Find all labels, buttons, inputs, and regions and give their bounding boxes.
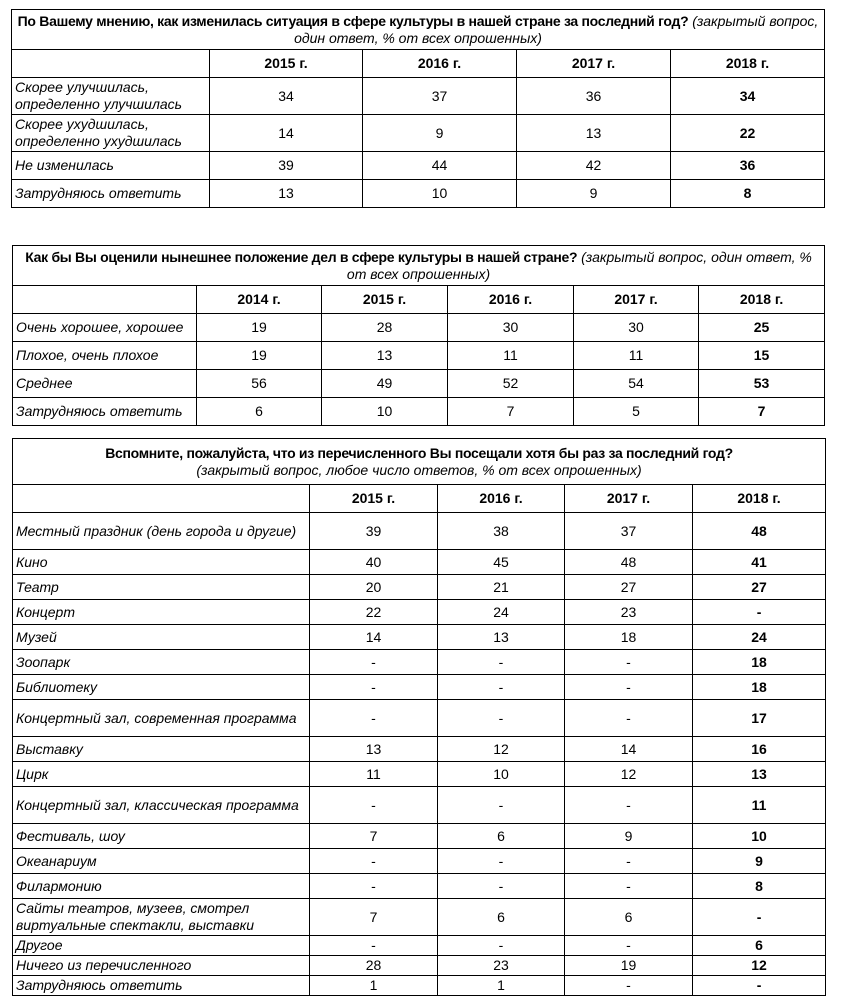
- year-header: 2017 г.: [574, 286, 699, 314]
- cell-value: 42: [517, 152, 671, 180]
- header-row: [13, 286, 825, 314]
- culture-state-table: [12, 245, 825, 426]
- cell-value: 7: [310, 899, 438, 936]
- cell-value: -: [310, 787, 438, 824]
- cell-value: 20: [310, 575, 438, 600]
- cell-value: 56: [197, 370, 322, 398]
- row-label: Театр: [13, 575, 310, 600]
- cell-value: 5: [574, 398, 699, 426]
- table-row: [13, 976, 826, 996]
- cell-value: 1: [438, 976, 565, 996]
- cell-value: 18: [693, 675, 826, 700]
- table-row: [13, 370, 825, 398]
- cell-value: -: [438, 700, 565, 737]
- cell-value: 28: [310, 956, 438, 976]
- cell-value: -: [693, 899, 826, 936]
- table-row: [13, 342, 825, 370]
- cell-value: 10: [322, 398, 448, 426]
- table-row: [13, 600, 826, 625]
- cell-value: 12: [693, 956, 826, 976]
- cell-value: -: [438, 675, 565, 700]
- cell-value: 19: [197, 342, 322, 370]
- table-row: [13, 550, 826, 575]
- cell-value: -: [565, 936, 693, 956]
- cell-value: 10: [363, 180, 517, 208]
- year-header: 2016 г.: [448, 286, 574, 314]
- cell-value: 9: [693, 849, 826, 874]
- cell-value: 8: [671, 180, 825, 208]
- header-empty-cell: [13, 485, 310, 513]
- cell-value: 13: [517, 115, 671, 152]
- cell-value: 6: [565, 899, 693, 936]
- cell-value: 10: [438, 762, 565, 787]
- cell-value: -: [438, 874, 565, 899]
- cell-value: 28: [322, 314, 448, 342]
- table-row: [13, 936, 826, 956]
- cell-value: 11: [448, 342, 574, 370]
- cell-value: 19: [197, 314, 322, 342]
- row-label: Музей: [13, 625, 310, 650]
- table-row: [13, 762, 826, 787]
- row-label: Концертный зал, классическая программа: [13, 787, 310, 824]
- table-title: [13, 439, 826, 485]
- cell-value: 9: [565, 824, 693, 849]
- cell-value: 38: [438, 513, 565, 550]
- year-header: 2017 г.: [565, 485, 693, 513]
- cell-value: 41: [693, 550, 826, 575]
- cell-value: -: [693, 976, 826, 996]
- row-label: Фестиваль, шоу: [13, 824, 310, 849]
- table-row: [13, 650, 826, 675]
- table-row: [13, 700, 826, 737]
- year-header: 2017 г.: [517, 50, 671, 78]
- cell-value: 13: [438, 625, 565, 650]
- cell-value: 54: [574, 370, 699, 398]
- cell-value: 12: [438, 737, 565, 762]
- table-body: [13, 513, 826, 996]
- cell-value: 13: [210, 180, 363, 208]
- cell-value: 27: [565, 575, 693, 600]
- cell-value: 45: [438, 550, 565, 575]
- row-label: Плохое, очень плохое: [13, 342, 197, 370]
- cell-value: -: [565, 849, 693, 874]
- cell-value: 8: [693, 874, 826, 899]
- table-row: [13, 513, 826, 550]
- table-title: [13, 246, 825, 286]
- row-label: Концерт: [13, 600, 310, 625]
- cell-value: 18: [565, 625, 693, 650]
- cell-value: 39: [210, 152, 363, 180]
- cell-value: 44: [363, 152, 517, 180]
- cell-value: 6: [438, 824, 565, 849]
- row-label: Океанариум: [13, 849, 310, 874]
- row-label: Очень хорошее, хорошее: [13, 314, 197, 342]
- cell-value: -: [565, 976, 693, 996]
- table-row: [13, 675, 826, 700]
- table-title: [12, 10, 825, 50]
- cell-value: 9: [517, 180, 671, 208]
- cell-value: -: [438, 787, 565, 824]
- row-label: Филармонию: [13, 874, 310, 899]
- cell-value: -: [438, 849, 565, 874]
- cell-value: 23: [438, 956, 565, 976]
- cell-value: 14: [310, 625, 438, 650]
- row-label: Другое: [13, 936, 310, 956]
- cell-value: 7: [448, 398, 574, 426]
- question-text: Как бы Вы оценили нынешнее положение дел в сфере культуры в нашей стране?: [25, 248, 578, 265]
- cell-value: 24: [693, 625, 826, 650]
- question-text: Вспомните, пожалуйста, что из перечисленного Вы посещали хотя бы раз за последний год?: [105, 444, 733, 461]
- table-row: [13, 575, 826, 600]
- cell-value: -: [565, 675, 693, 700]
- cell-value: -: [310, 675, 438, 700]
- question-text: По Вашему мнению, как изменилась ситуация в сфере культуры в нашей стране за последний год?: [17, 12, 689, 29]
- cell-value: 11: [574, 342, 699, 370]
- cell-value: 25: [699, 314, 825, 342]
- row-label: Местный праздник (день города и другие): [13, 513, 310, 550]
- cell-value: 15: [699, 342, 825, 370]
- row-label: Ничего из перечисленного: [13, 956, 310, 976]
- cell-value: 21: [438, 575, 565, 600]
- table-row: [13, 874, 826, 899]
- cell-value: 36: [517, 78, 671, 115]
- row-label: Скорее улучшилась, определенно улучшилась: [12, 78, 210, 115]
- year-header: 2015 г.: [310, 485, 438, 513]
- question-note: (закрытый вопрос, один ответ, % от всех опрошенных): [294, 12, 819, 46]
- year-header: 2018 г.: [693, 485, 826, 513]
- header-empty-cell: [12, 50, 210, 78]
- cell-value: 34: [671, 78, 825, 115]
- cell-value: 30: [574, 314, 699, 342]
- cell-value: -: [565, 874, 693, 899]
- cell-value: 19: [565, 956, 693, 976]
- cell-value: 1: [310, 976, 438, 996]
- question-note: (закрытый вопрос, любое число ответов, % от всех опрошенных): [196, 461, 642, 478]
- row-label: Выставку: [13, 737, 310, 762]
- cell-value: 13: [693, 762, 826, 787]
- cell-value: 6: [197, 398, 322, 426]
- cell-value: 53: [699, 370, 825, 398]
- year-header: 2015 г.: [322, 286, 448, 314]
- cell-value: 14: [210, 115, 363, 152]
- cell-value: 36: [671, 152, 825, 180]
- cell-value: 11: [310, 762, 438, 787]
- row-label: Не изменилась: [12, 152, 210, 180]
- table-row: [12, 115, 825, 152]
- table-row: [13, 787, 826, 824]
- cell-value: -: [310, 936, 438, 956]
- cell-value: 12: [565, 762, 693, 787]
- cell-value: 6: [438, 899, 565, 936]
- cell-value: 9: [363, 115, 517, 152]
- header-empty-cell: [13, 286, 197, 314]
- culture-change-table: [11, 9, 825, 208]
- row-label: Концертный зал, современная программа: [13, 700, 310, 737]
- year-header: 2016 г.: [438, 485, 565, 513]
- cell-value: 14: [565, 737, 693, 762]
- table-row: [12, 152, 825, 180]
- cell-value: 48: [565, 550, 693, 575]
- table-row: [13, 899, 826, 936]
- cell-value: 22: [671, 115, 825, 152]
- cell-value: 48: [693, 513, 826, 550]
- cell-value: 7: [310, 824, 438, 849]
- cell-value: 18: [693, 650, 826, 675]
- table-row: [13, 737, 826, 762]
- row-label: Библиотеку: [13, 675, 310, 700]
- cell-value: 6: [693, 936, 826, 956]
- table-row: [12, 180, 825, 208]
- row-label: Скорее ухудшилась, определенно ухудшилась: [12, 115, 210, 152]
- cell-value: -: [310, 849, 438, 874]
- cell-value: 37: [565, 513, 693, 550]
- cell-value: 30: [448, 314, 574, 342]
- cell-value: 34: [210, 78, 363, 115]
- cell-value: 23: [565, 600, 693, 625]
- table-row: [13, 625, 826, 650]
- year-header: 2018 г.: [671, 50, 825, 78]
- cell-value: 16: [693, 737, 826, 762]
- cell-value: -: [565, 700, 693, 737]
- year-header: 2016 г.: [363, 50, 517, 78]
- cell-value: 52: [448, 370, 574, 398]
- cell-value: -: [310, 650, 438, 675]
- table-row: [13, 956, 826, 976]
- cell-value: -: [310, 874, 438, 899]
- row-label: Затрудняюсь ответить: [12, 180, 210, 208]
- cell-value: 24: [438, 600, 565, 625]
- cell-value: 13: [310, 737, 438, 762]
- row-label: Среднее: [13, 370, 197, 398]
- cell-value: -: [438, 936, 565, 956]
- cell-value: 7: [699, 398, 825, 426]
- cell-value: 13: [322, 342, 448, 370]
- year-header: 2014 г.: [197, 286, 322, 314]
- row-label: Цирк: [13, 762, 310, 787]
- header-row: [12, 50, 825, 78]
- year-header: 2015 г.: [210, 50, 363, 78]
- cell-value: 17: [693, 700, 826, 737]
- year-header: 2018 г.: [699, 286, 825, 314]
- question-note: (закрытый вопрос, один ответ, % от всех опрошенных): [346, 248, 812, 282]
- table-row: [12, 78, 825, 115]
- table-row: [13, 849, 826, 874]
- row-label: Сайты театров, музеев, смотрел виртуальные спектакли, выставки: [13, 899, 310, 936]
- header-row: [13, 485, 826, 513]
- cell-value: 10: [693, 824, 826, 849]
- row-label: Затрудняюсь ответить: [13, 398, 197, 426]
- cell-value: 27: [693, 575, 826, 600]
- cell-value: -: [310, 700, 438, 737]
- cell-value: 37: [363, 78, 517, 115]
- table-row: [13, 398, 825, 426]
- cell-value: 11: [693, 787, 826, 824]
- row-label: Зоопарк: [13, 650, 310, 675]
- table-row: [13, 314, 825, 342]
- cell-value: 22: [310, 600, 438, 625]
- cell-value: -: [565, 650, 693, 675]
- cell-value: -: [693, 600, 826, 625]
- row-label: Кино: [13, 550, 310, 575]
- table-row: [13, 824, 826, 849]
- cell-value: -: [438, 650, 565, 675]
- cell-value: -: [565, 787, 693, 824]
- cell-value: 39: [310, 513, 438, 550]
- cell-value: 40: [310, 550, 438, 575]
- cell-value: 49: [322, 370, 448, 398]
- row-label: Затрудняюсь ответить: [13, 976, 310, 996]
- culture-visits-table: [12, 438, 826, 996]
